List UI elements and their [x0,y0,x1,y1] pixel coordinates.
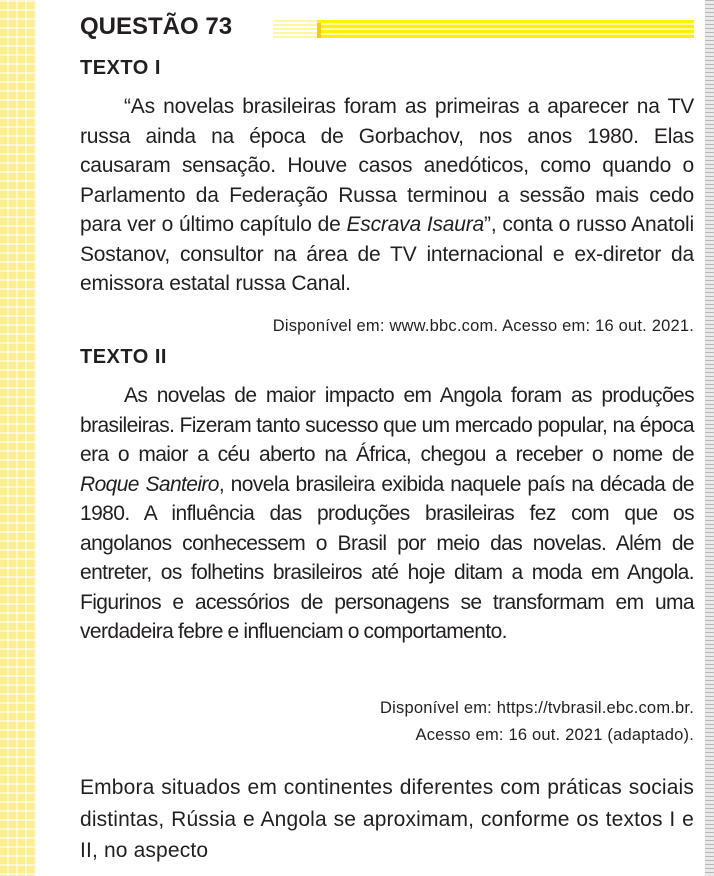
question-header [80,12,694,44]
text-1-part-1: “As novelas brasileiras foram as primeiras a aparecer na TV russa ainda na época de Gorbachov, nos anos 1980. Elas causaram sensação. Houve casos anedóticos, como quando o Parlamento da Federação Russa terminou a sessão mais cedo para ver o último capítulo de [80,95,694,236]
left-decorative-band [0,0,36,876]
text-1-part-3: ”, conta o russo Anatoli Sostanov, consultor na área de TV internacional e ex-diretor da emissora estatal russa Canal. [80,213,694,295]
text-1-italic-title: Escrava Isaura [346,213,485,236]
text-2-heading: TEXTO II [80,346,167,368]
text-2-source-line-1: Disponível em: https://tvbrasil.ebc.com.br. [380,699,694,717]
question-stem: Embora situados em continentes diferentes com práticas sociais distintas, Rússia e Angola se aproximam, conforme os textos I e II, no aspecto [80,776,694,862]
text-1-source: Disponível em: www.bbc.com. Acesso em: 16 out. 2021. [272,317,694,335]
text-2-source [380,695,694,749]
text-2-italic-title: Roque Santeiro [80,472,219,496]
title-highlight-bar [273,20,694,38]
text-2-body [80,381,694,647]
question-title: QUESTÃO 73 [80,13,233,40]
text-1-heading: TEXTO I [80,57,161,79]
text-1-body [80,92,694,299]
right-decorative-band [705,0,714,876]
text-2-part-3: , novela brasileira exibida naquele país na década de 1980. A influência das produções brasileiras fez com que os angolanos conhecessem o Brasil por meio das novelas. Além de entreter, os folhetins brasileiros até hoje ditam a moda em Angola. Figurinos e acessórios de personagens se transformam em uma verdadeira febre e influenciam o comportamento. [80,472,694,643]
text-2-source-line-2: Acesso em: 16 out. 2021 (adaptado). [415,726,694,744]
text-2-part-1: As novelas de maior impacto em Angola foram as produções brasileiras. Fizeram tanto sucesso que um mercado popular, na época era o maior a céu aberto na África, chegou a receber o nome de [80,384,694,466]
